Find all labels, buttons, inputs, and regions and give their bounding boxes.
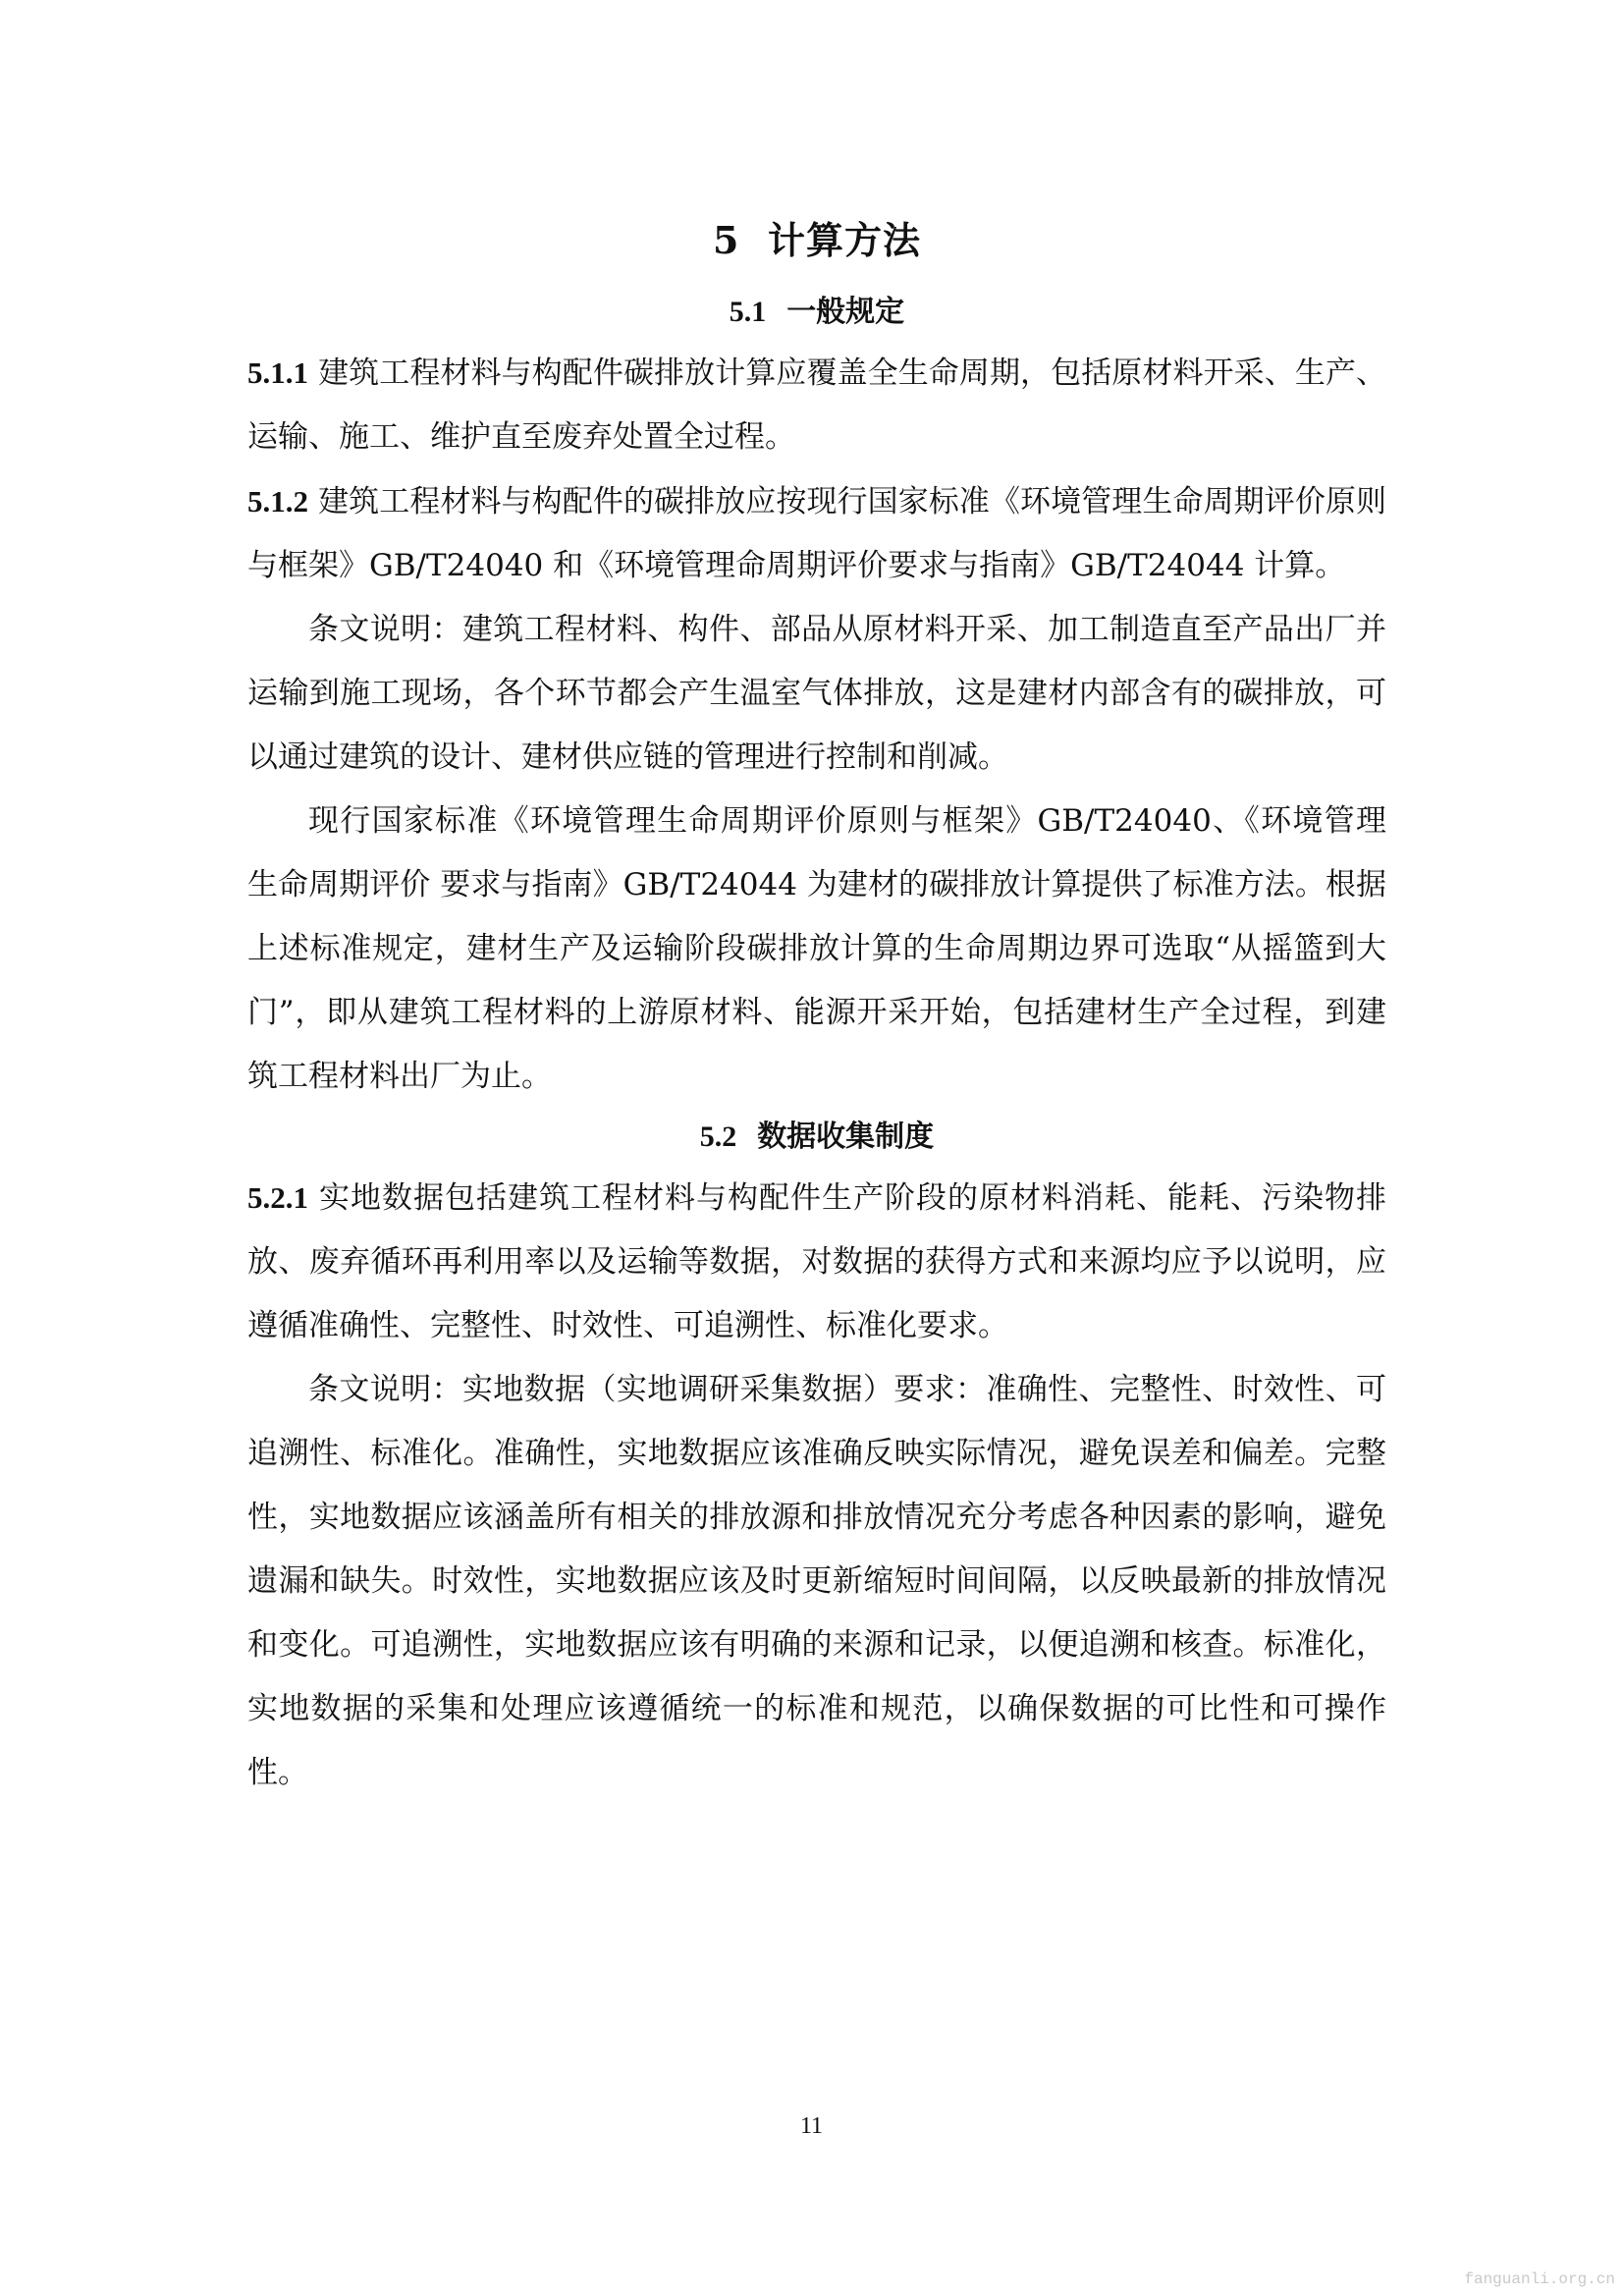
clause-paragraph: [247, 469, 1386, 598]
chapter-number: 5: [713, 218, 740, 262]
section-title: [247, 1109, 1386, 1166]
clause-text: 实地数据包括建筑工程材料与构配件生产阶段的原材料消耗、能耗、污染物排放、废弃循环再利用率以及运输等数据，对数据的获得方式和来源均应予以说明，应遵循准确性、完整性、时效性、可追溯性、标准化要求。: [247, 1180, 1386, 1343]
clause-number: 5.1.2: [247, 484, 308, 519]
clause-note-paragraph: 条文说明：实地数据（实地调研采集数据）要求：准确性、完整性、时效性、可追溯性、标准化。准确性，实地数据应该准确反映实际情况，避免误差和偏差。完整性，实地数据应该涵盖所有相关的排放源和排放情况充分考虑各种因素的影响，避免遗漏和缺失。时效性，实地数据应该及时更新缩短时间间隔，以反映最新的排放情况和变化。可追溯性，实地数据应该有明确的来源和记录，以便追溯和核查。标准化，实地数据的采集和处理应该遵循统一的标准和规范，以确保数据的可比性和可操作性。: [247, 1372, 1386, 1790]
clause-text: 建筑工程材料与构配件碳排放计算应覆盖全生命周期，包括原材料开采、生产、运输、施工、维护直至废弃处置全过程。: [247, 355, 1386, 455]
page-number: 11: [799, 2113, 824, 2139]
section-title: [247, 284, 1386, 341]
chapter-title-text: 计算方法: [767, 218, 921, 262]
clause-paragraph: [247, 1166, 1386, 1358]
clause-paragraph: [247, 341, 1386, 469]
watermark: fanguanli.org.cn: [1464, 2270, 1615, 2288]
clause-number: 5.1.1: [247, 355, 308, 390]
clause-text: 建筑工程材料与构配件的碳排放应按现行国家标准《环境管理生命周期评价原则与框架》GB/T24040 和《环境管理命周期评价要求与指南》GB/T24044 计算。: [247, 484, 1386, 583]
section-title-text: 数据收集制度: [757, 1120, 935, 1154]
section-title-text: 一般规定: [786, 295, 905, 329]
clause-note-paragraph: 现行国家标准《环境管理生命周期评价原则与框架》GB/T24040、《环境管理 生命周期评价 要求与指南》GB/T24044 为建材的碳排放计算提供了标准方法。根据上述标准规定，建材生产及运输阶段碳排放计算的生命周期边界可选取“从摇篮到大门”，即从建筑工程材料的上游原材料、能源开采开始，包括建材生产全过程，到建筑工程材料出厂为止。: [247, 803, 1386, 1094]
section-number: 5.2: [699, 1121, 737, 1153]
clause-number: 5.2.1: [247, 1180, 308, 1215]
chapter-title: [247, 211, 1386, 270]
section-number: 5.1: [729, 296, 767, 328]
page-content: [247, 211, 1386, 1805]
clause-note-paragraph: 条文说明：建筑工程材料、构件、部品从原材料开采、加工制造直至产品出厂并运输到施工现场，各个环节都会产生温室气体排放，这是建材内部含有的碳排放，可以通过建筑的设计、建材供应链的管理进行控制和削减。: [247, 612, 1386, 775]
